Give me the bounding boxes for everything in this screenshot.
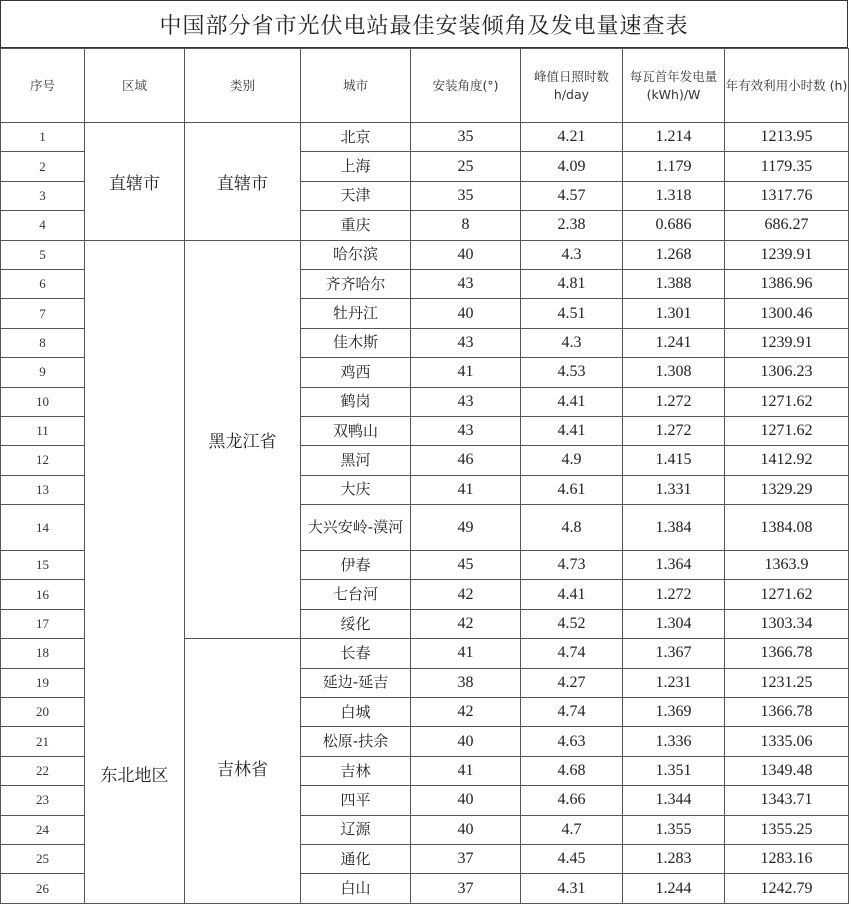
- row-number: 5: [1, 240, 85, 269]
- peak-hours-cell: 4.41: [521, 416, 623, 445]
- generation-cell: 1.272: [623, 580, 725, 609]
- angle-cell: 45: [411, 551, 521, 580]
- annual-hours-cell: 1363.9: [725, 551, 849, 580]
- city-cell: 牡丹江: [301, 299, 411, 328]
- angle-cell: 41: [411, 756, 521, 785]
- city-cell: 大庆: [301, 475, 411, 504]
- peak-hours-cell: 4.68: [521, 756, 623, 785]
- row-number: 19: [1, 668, 85, 697]
- annual-hours-cell: 1242.79: [725, 874, 849, 903]
- region-cell: 直辖市: [85, 123, 185, 241]
- region-cell: 东北地区: [85, 240, 185, 903]
- city-cell: 松原-扶余: [301, 727, 411, 756]
- header-cell: 城市: [301, 49, 411, 123]
- row-number: 21: [1, 727, 85, 756]
- peak-hours-cell: 4.3: [521, 328, 623, 357]
- angle-cell: 8: [411, 211, 521, 240]
- peak-hours-cell: 2.38: [521, 211, 623, 240]
- generation-cell: 1.272: [623, 387, 725, 416]
- category-cell: 直辖市: [185, 123, 301, 241]
- row-number: 3: [1, 181, 85, 210]
- generation-cell: 1.301: [623, 299, 725, 328]
- row-number: 24: [1, 815, 85, 844]
- city-cell: 吉林: [301, 756, 411, 785]
- angle-cell: 35: [411, 123, 521, 152]
- generation-cell: 1.415: [623, 446, 725, 475]
- generation-cell: 1.179: [623, 152, 725, 181]
- peak-hours-cell: 4.31: [521, 874, 623, 903]
- row-number: 20: [1, 698, 85, 727]
- generation-cell: 1.351: [623, 756, 725, 785]
- angle-cell: 40: [411, 299, 521, 328]
- angle-cell: 43: [411, 328, 521, 357]
- annual-hours-cell: 1231.25: [725, 668, 849, 697]
- city-cell: 白城: [301, 698, 411, 727]
- angle-cell: 40: [411, 727, 521, 756]
- city-cell: 大兴安岭-漠河: [301, 505, 411, 551]
- header-cell: 安装角度(°): [411, 49, 521, 123]
- header-cell: 峰值日照时数 h/day: [521, 49, 623, 123]
- peak-hours-cell: 4.74: [521, 639, 623, 668]
- table-row: [1, 240, 849, 269]
- row-number: 6: [1, 269, 85, 298]
- angle-cell: 41: [411, 475, 521, 504]
- angle-cell: 43: [411, 387, 521, 416]
- peak-hours-cell: 4.63: [521, 727, 623, 756]
- row-number: 12: [1, 446, 85, 475]
- generation-cell: 1.355: [623, 815, 725, 844]
- header-row: [1, 49, 849, 123]
- peak-hours-cell: 4.57: [521, 181, 623, 210]
- angle-cell: 40: [411, 815, 521, 844]
- row-number: 11: [1, 416, 85, 445]
- city-cell: 佳木斯: [301, 328, 411, 357]
- annual-hours-cell: 686.27: [725, 211, 849, 240]
- annual-hours-cell: 1412.92: [725, 446, 849, 475]
- row-number: 22: [1, 756, 85, 785]
- peak-hours-cell: 4.7: [521, 815, 623, 844]
- generation-cell: 1.388: [623, 269, 725, 298]
- city-cell: 重庆: [301, 211, 411, 240]
- angle-cell: 38: [411, 668, 521, 697]
- generation-cell: 1.331: [623, 475, 725, 504]
- category-cell: 黑龙江省: [185, 240, 301, 639]
- peak-hours-cell: 4.21: [521, 123, 623, 152]
- row-number: 25: [1, 844, 85, 873]
- annual-hours-cell: 1271.62: [725, 416, 849, 445]
- annual-hours-cell: 1317.76: [725, 181, 849, 210]
- city-cell: 北京: [301, 123, 411, 152]
- peak-hours-cell: 4.81: [521, 269, 623, 298]
- city-cell: 绥化: [301, 609, 411, 638]
- category-cell: 吉林省: [185, 639, 301, 904]
- generation-cell: 1.384: [623, 505, 725, 551]
- angle-cell: 43: [411, 269, 521, 298]
- annual-hours-cell: 1335.06: [725, 727, 849, 756]
- annual-hours-cell: 1239.91: [725, 328, 849, 357]
- row-number: 10: [1, 387, 85, 416]
- annual-hours-cell: 1303.34: [725, 609, 849, 638]
- row-number: 16: [1, 580, 85, 609]
- peak-hours-cell: 4.27: [521, 668, 623, 697]
- row-number: 14: [1, 505, 85, 551]
- row-number: 13: [1, 475, 85, 504]
- generation-cell: 1.318: [623, 181, 725, 210]
- generation-cell: 1.272: [623, 416, 725, 445]
- angle-cell: 42: [411, 609, 521, 638]
- peak-hours-cell: 4.53: [521, 358, 623, 387]
- city-cell: 通化: [301, 844, 411, 873]
- annual-hours-cell: 1386.96: [725, 269, 849, 298]
- city-cell: 天津: [301, 181, 411, 210]
- annual-hours-cell: 1366.78: [725, 698, 849, 727]
- generation-cell: 1.231: [623, 668, 725, 697]
- peak-hours-cell: 4.8: [521, 505, 623, 551]
- header-cell: 类别: [185, 49, 301, 123]
- generation-cell: 1.268: [623, 240, 725, 269]
- annual-hours-cell: 1271.62: [725, 580, 849, 609]
- city-cell: 伊春: [301, 551, 411, 580]
- annual-hours-cell: 1349.48: [725, 756, 849, 785]
- peak-hours-cell: 4.74: [521, 698, 623, 727]
- peak-hours-cell: 4.3: [521, 240, 623, 269]
- city-cell: 鸡西: [301, 358, 411, 387]
- city-cell: 四平: [301, 786, 411, 815]
- generation-cell: 1.244: [623, 874, 725, 903]
- angle-cell: 40: [411, 786, 521, 815]
- peak-hours-cell: 4.51: [521, 299, 623, 328]
- annual-hours-cell: 1329.29: [725, 475, 849, 504]
- angle-cell: 42: [411, 580, 521, 609]
- row-number: 23: [1, 786, 85, 815]
- table-body: [1, 123, 849, 904]
- angle-cell: 37: [411, 874, 521, 903]
- peak-hours-cell: 4.73: [521, 551, 623, 580]
- peak-hours-cell: 4.61: [521, 475, 623, 504]
- angle-cell: 25: [411, 152, 521, 181]
- city-cell: 长春: [301, 639, 411, 668]
- row-number: 18: [1, 639, 85, 668]
- row-number: 15: [1, 551, 85, 580]
- generation-cell: 1.304: [623, 609, 725, 638]
- city-cell: 鹤岗: [301, 387, 411, 416]
- generation-cell: 1.367: [623, 639, 725, 668]
- city-cell: 双鸭山: [301, 416, 411, 445]
- data-table: [0, 48, 849, 904]
- city-cell: 白山: [301, 874, 411, 903]
- generation-cell: 1.214: [623, 123, 725, 152]
- angle-cell: 35: [411, 181, 521, 210]
- annual-hours-cell: 1300.46: [725, 299, 849, 328]
- peak-hours-cell: 4.41: [521, 580, 623, 609]
- annual-hours-cell: 1343.71: [725, 786, 849, 815]
- row-number: 4: [1, 211, 85, 240]
- angle-cell: 42: [411, 698, 521, 727]
- annual-hours-cell: 1384.08: [725, 505, 849, 551]
- row-number: 9: [1, 358, 85, 387]
- generation-cell: 1.308: [623, 358, 725, 387]
- generation-cell: 1.283: [623, 844, 725, 873]
- angle-cell: 43: [411, 416, 521, 445]
- city-cell: 辽源: [301, 815, 411, 844]
- peak-hours-cell: 4.09: [521, 152, 623, 181]
- row-number: 7: [1, 299, 85, 328]
- angle-cell: 41: [411, 358, 521, 387]
- header-cell: 年有效利用小时数 (h): [725, 49, 849, 123]
- city-cell: 黑河: [301, 446, 411, 475]
- annual-hours-cell: 1306.23: [725, 358, 849, 387]
- generation-cell: 1.369: [623, 698, 725, 727]
- city-cell: 七台河: [301, 580, 411, 609]
- annual-hours-cell: 1213.95: [725, 123, 849, 152]
- city-cell: 上海: [301, 152, 411, 181]
- peak-hours-cell: 4.41: [521, 387, 623, 416]
- generation-cell: 1.344: [623, 786, 725, 815]
- header-cell: 每瓦首年发电量(kWh)/W: [623, 49, 725, 123]
- peak-hours-cell: 4.45: [521, 844, 623, 873]
- row-number: 1: [1, 123, 85, 152]
- row-number: 8: [1, 328, 85, 357]
- row-number: 2: [1, 152, 85, 181]
- header-cell: 区域: [85, 49, 185, 123]
- angle-cell: 40: [411, 240, 521, 269]
- annual-hours-cell: 1179.35: [725, 152, 849, 181]
- header-cell: 序号: [1, 49, 85, 123]
- table-row: [1, 123, 849, 152]
- angle-cell: 41: [411, 639, 521, 668]
- angle-cell: 46: [411, 446, 521, 475]
- row-number: 26: [1, 874, 85, 903]
- city-cell: 齐齐哈尔: [301, 269, 411, 298]
- annual-hours-cell: 1239.91: [725, 240, 849, 269]
- generation-cell: 1.241: [623, 328, 725, 357]
- annual-hours-cell: 1271.62: [725, 387, 849, 416]
- annual-hours-cell: 1355.25: [725, 815, 849, 844]
- page-title: 中国部分省市光伏电站最佳安装倾角及发电量速查表: [0, 0, 848, 48]
- row-number: 17: [1, 609, 85, 638]
- city-cell: 哈尔滨: [301, 240, 411, 269]
- generation-cell: 0.686: [623, 211, 725, 240]
- annual-hours-cell: 1366.78: [725, 639, 849, 668]
- peak-hours-cell: 4.66: [521, 786, 623, 815]
- peak-hours-cell: 4.52: [521, 609, 623, 638]
- annual-hours-cell: 1283.16: [725, 844, 849, 873]
- generation-cell: 1.336: [623, 727, 725, 756]
- city-cell: 延边-延吉: [301, 668, 411, 697]
- angle-cell: 49: [411, 505, 521, 551]
- angle-cell: 37: [411, 844, 521, 873]
- generation-cell: 1.364: [623, 551, 725, 580]
- peak-hours-cell: 4.9: [521, 446, 623, 475]
